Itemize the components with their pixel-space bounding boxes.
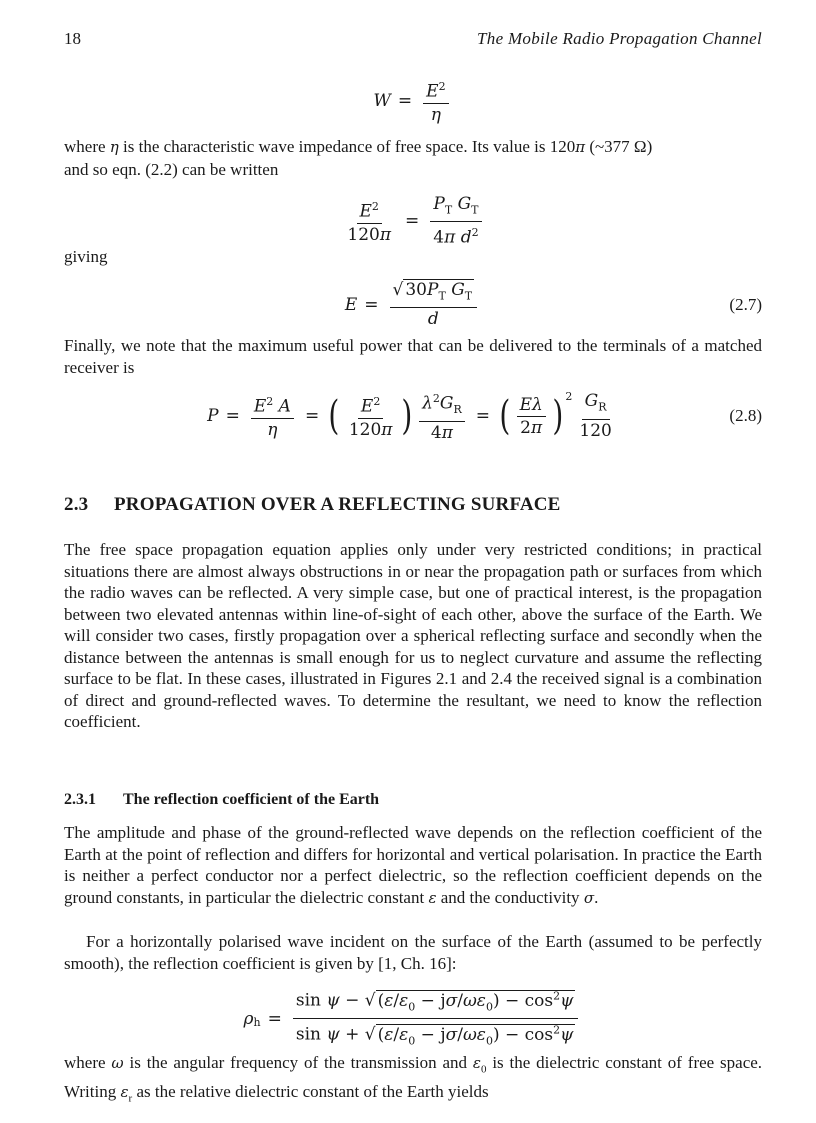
subsection-heading [64, 791, 379, 809]
paragraph-amplitude: The amplitude and phase of the ground-reflected wave depends on the reflection coefficient of the Earth at the point of reflection and differs for horizontal and vertical polarisation. In practice the Earth is neither a perfect conductor nor a perfect dielectric, so the reflection coefficient depends on the ground constants, in particular the dielectric constant ε and the conductivity σ. [64, 823, 762, 907]
running-title: The Mobile Radio Propagation Channel [477, 29, 762, 48]
equation-reflection-coefficient: ρ $_h$ = $\frac{\sin \psi - √ (\varepsilon/\varepsilon_0 - j\sigma/\omega\varepsilon_0) - \cos^2\psi}{\sin \psi + √ (\varepsilon/\varepsilon_0 - j\sigma/\omega\varepsilon_0) - \cos^2\psi}$ [64, 985, 762, 1052]
section-heading [64, 494, 762, 516]
paragraph-section-intro: The free space propagation equation applies only under very restricted conditions; in practical situations there are almost always obstructions in or near the propagation path or surfaces from which the radio waves can be reflected. A very simple case, but one of practical interest, is the propagation between two elevated antennas within line-of-sight of each other, above the surface of the Earth. We will consider two cases, firstly propagation over a spherical reflecting surface and secondly when the distance between the antennas is small enough for us to neglect curvature and assume the reflecting surface to be flat. In these cases, illustrated in Figures 2.1 and 2.4 the received signal is a combination of direct and ground-reflected waves. To determine the resultant, we need to know the reflection coefficient. [64, 540, 762, 731]
equation-2-8: P = $\frac{E^2 A}{\eta}$ = ( $\frac{E^2}{120\pi}$ ) $\frac{\lambda^2G_R}{4\pi}$ = ( $\frac{E\lambda}{2\pi}$ ) $^2$ $\frac{G_R}{120}$ (2.8) [207, 390, 762, 444]
page-number: 18 [64, 29, 81, 48]
equation-number-2-7: (2.7) [729, 294, 762, 314]
paragraph-omega: where ω is the angular frequency of the transmission and $\varepsilon_0$ is the dielectric constant of free space. Writing $\varepsilon_r$ as the relative dielectric constant of the Earth yields [64, 1053, 763, 1105]
equation-field-power: $\frac{E^2}{120\pi}$ = $\frac{P_T G_T}{4\pi d^2}$ [64, 193, 762, 249]
paragraph-giving: giving [64, 247, 108, 266]
equation-2-7: E = $\frac{√ 30P_T G_T}{d}$ (2.7) [344, 280, 762, 330]
subsection-number: 2.3.1 [64, 791, 96, 808]
paragraph-impedance: where η is the characteristic wave impedance of free space. Its value is 120π (~377 Ω) and so eqn. (2.2) can be written [64, 137, 653, 179]
equation-number-2-8: (2.8) [729, 406, 762, 426]
section-title: PROPAGATION OVER A REFLECTING SURFACE [114, 494, 561, 515]
paragraph-finally: Finally, we note that the maximum useful power that can be delivered to the terminals of a matched receiver is [64, 336, 762, 377]
equation-power-density: W = $\frac{E^2}{\eta}$ [64, 76, 762, 126]
subsection-title: The reflection coefficient of the Earth [123, 791, 380, 808]
section-number: 2.3 [64, 494, 89, 515]
paragraph-horizontal: For a horizontally polarised wave incident on the surface of the Earth (assumed to be perfectly smooth), the reflection coefficient is given by [1, Ch. 16]: [64, 932, 762, 973]
